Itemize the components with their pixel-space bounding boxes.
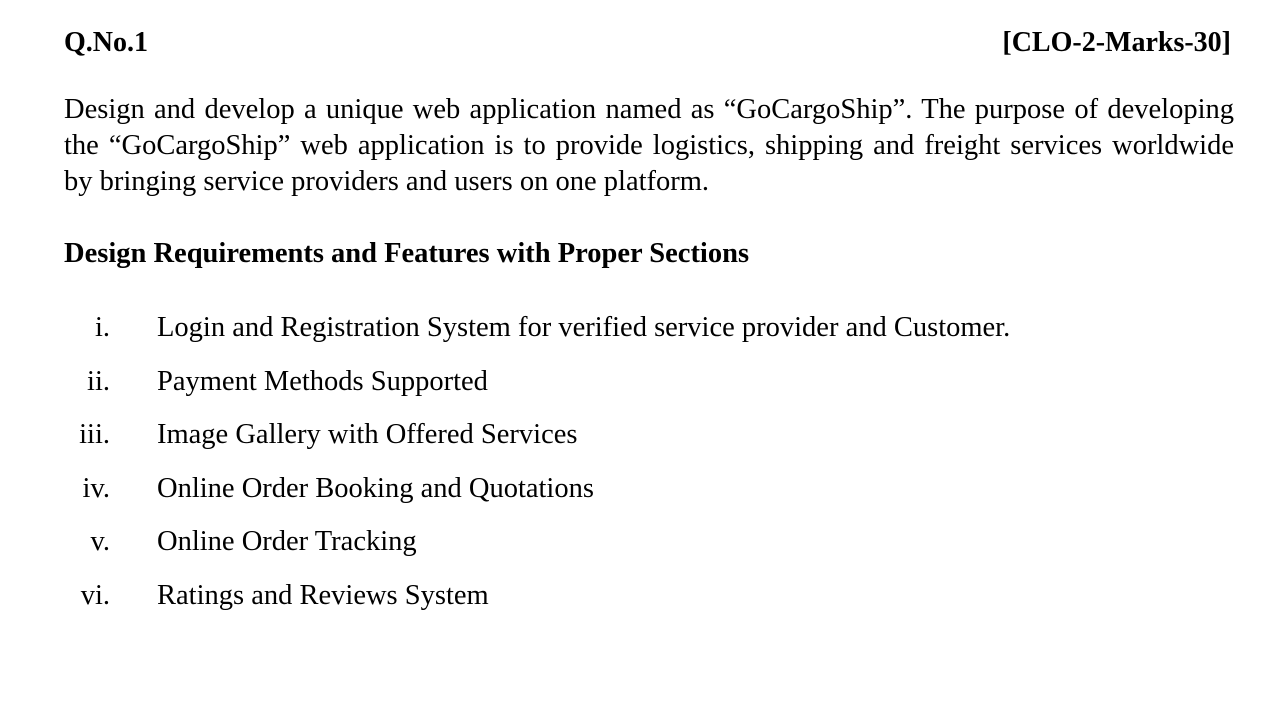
requirement-item xyxy=(64,471,1234,525)
requirement-text: Image Gallery with Offered Services xyxy=(157,419,578,451)
requirement-text: Payment Methods Supported xyxy=(157,365,488,397)
section-title: Design Requirements and Features with Proper Sections xyxy=(64,238,750,269)
requirement-item xyxy=(64,578,1234,632)
requirement-text: Online Order Booking and Quotations xyxy=(157,472,594,504)
requirement-item xyxy=(64,310,1234,364)
requirement-number: iii. xyxy=(79,419,110,451)
requirement-text: Ratings and Reviews System xyxy=(157,579,489,611)
requirement-number: i. xyxy=(94,312,110,343)
requirement-number: vi. xyxy=(80,579,110,611)
question-number: Q.No.1 xyxy=(64,27,148,58)
requirement-text: Online Order Tracking xyxy=(157,526,417,558)
requirements-list xyxy=(64,310,1234,632)
requirement-text: Login and Registration System for verified service provider and Customer. xyxy=(157,312,1011,343)
document-page xyxy=(64,0,1234,710)
requirement-number: v. xyxy=(90,526,110,558)
requirement-item xyxy=(64,364,1234,418)
requirement-number: iv. xyxy=(82,472,110,504)
question-marks: [CLO-2-Marks-30] xyxy=(1002,27,1231,58)
question-description: Design and develop a unique web application named as “GoCargoShip”. The purpose of developing the “GoCargoShip” web application is to provide logistics, shipping and freight services worldwide by bringing service providers and users on one platform. xyxy=(64,94,1234,197)
requirement-number: ii. xyxy=(87,365,110,397)
requirement-item xyxy=(64,417,1234,471)
requirement-item xyxy=(64,524,1234,578)
question-header xyxy=(64,26,1234,60)
